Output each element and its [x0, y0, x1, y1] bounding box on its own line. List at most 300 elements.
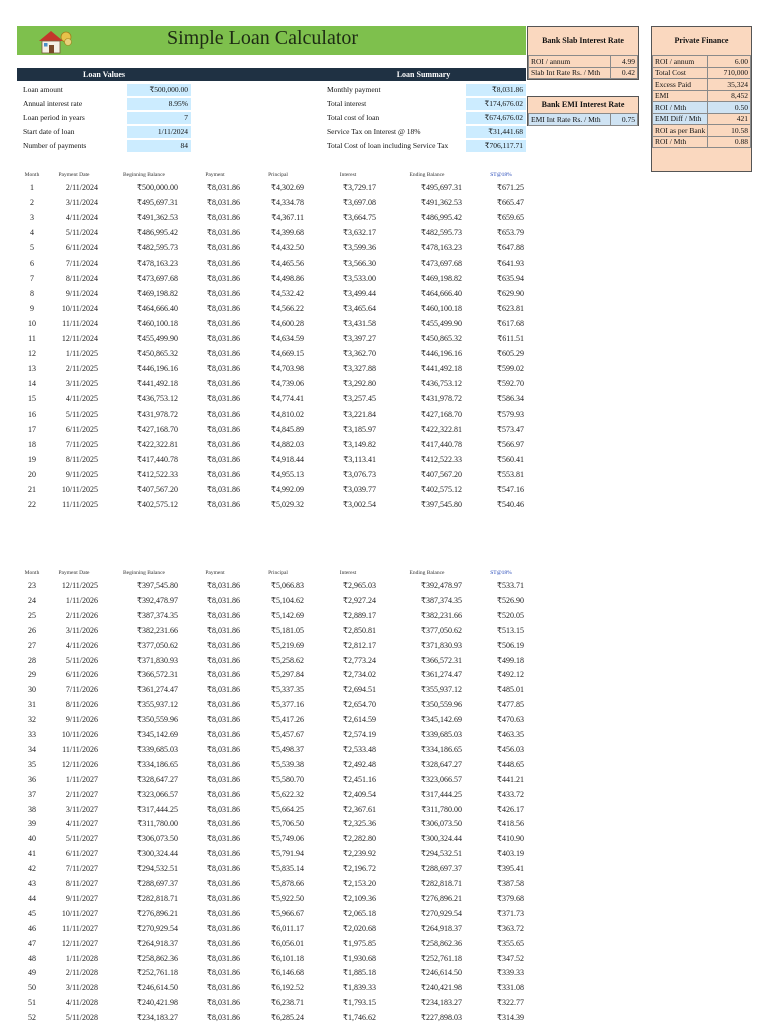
cell-interest: ₹3,039.77 — [342, 485, 376, 494]
cell-label[interactable]: Excess Paid — [653, 79, 708, 91]
cell-beginning-balance: ₹412,522.33 — [136, 469, 178, 479]
cell-payment: ₹8,031.86 — [206, 424, 240, 434]
cell-ending-balance: ₹377,050.62 — [420, 625, 462, 635]
cell-interest: ₹2,654.70 — [342, 700, 376, 710]
cell-payment: ₹8,031.86 — [206, 923, 240, 933]
cell-month: 32 — [28, 715, 36, 725]
cell-service-tax: ₹463.35 — [496, 730, 524, 739]
cell-beginning-balance: ₹270,929.54 — [136, 923, 178, 933]
cell-principal: ₹5,878.66 — [270, 879, 304, 888]
cell-payment: ₹8,031.86 — [206, 849, 240, 859]
column-header-service-tax: ST@18% — [490, 570, 512, 576]
amortization-schedule-part2 — [0, 570, 540, 1023]
cell-interest: ₹3,002.54 — [342, 500, 376, 510]
cell-month: 3 — [30, 213, 34, 223]
cell-payment-date: 11/11/2027 — [62, 923, 98, 933]
start-date-value[interactable]: 1/11/2024 — [127, 126, 191, 138]
cell-label[interactable]: EMI — [653, 90, 708, 102]
cell-interest: ₹3,431.58 — [342, 318, 376, 328]
cell-payment-date: 2/11/2027 — [65, 789, 98, 799]
cell-beginning-balance: ₹345,142.69 — [136, 730, 178, 739]
table-row — [529, 114, 638, 126]
cell-beginning-balance: ₹377,050.62 — [136, 640, 178, 650]
cell-value[interactable]: 10.58 — [708, 125, 751, 137]
interest-rate-value[interactable]: 8.95% — [127, 98, 191, 110]
cell-beginning-balance: ₹288,697.37 — [136, 879, 178, 888]
cell-label[interactable]: Total Cost — [653, 67, 708, 79]
cell-ending-balance: ₹417,440.78 — [420, 439, 462, 449]
cell-beginning-balance: ₹240,421.98 — [136, 998, 178, 1008]
cell-principal: ₹5,258.62 — [270, 655, 304, 665]
interest-rate-label: Annual interest rate — [23, 99, 83, 108]
cell-principal: ₹4,810.02 — [270, 409, 304, 419]
cell-payment-date: 7/11/2026 — [65, 685, 98, 695]
cell-service-tax: ₹418.56 — [496, 819, 524, 829]
cell-label[interactable]: ROI / Mth — [653, 102, 708, 114]
cell-principal: ₹5,377.16 — [270, 700, 304, 710]
cell-service-tax: ₹506.19 — [496, 640, 524, 650]
bank-slab-panel — [527, 26, 639, 80]
cell-label[interactable]: EMI Int Rate Rs. / Mth — [529, 114, 611, 126]
cell-ending-balance: ₹264,918.37 — [420, 923, 462, 933]
cell-ending-balance: ₹258,862.36 — [420, 938, 462, 948]
cell-month: 39 — [28, 819, 36, 829]
cell-principal: ₹5,706.50 — [270, 819, 304, 829]
cell-beginning-balance: ₹323,066.57 — [136, 789, 178, 799]
column-header-service-tax: ST@18% — [490, 172, 512, 178]
cell-label[interactable]: ROI as per Bank — [653, 125, 708, 137]
cell-interest: ₹3,397.27 — [342, 334, 376, 343]
cell-interest: ₹3,113.41 — [343, 454, 376, 464]
bank-emi-table — [528, 113, 638, 126]
cell-service-tax: ₹586.34 — [496, 394, 524, 404]
total-cost-label: Total cost of loan — [327, 113, 380, 122]
cell-month: 37 — [28, 789, 36, 799]
cell-month: 49 — [28, 968, 36, 978]
cell-service-tax: ₹653.79 — [496, 228, 524, 238]
cell-ending-balance: ₹495,697.31 — [420, 183, 462, 192]
cell-service-tax: ₹355.65 — [496, 938, 524, 948]
cell-month: 18 — [28, 439, 36, 449]
cell-beginning-balance: ₹422,322.81 — [136, 439, 178, 449]
cell-month: 4 — [30, 228, 34, 238]
private-finance-panel — [651, 26, 752, 172]
cell-month: 19 — [28, 454, 36, 464]
cell-payment: ₹8,031.86 — [206, 454, 240, 464]
cell-service-tax: ₹499.18 — [496, 655, 524, 665]
cell-service-tax: ₹540.46 — [496, 500, 524, 510]
cell-beginning-balance: ₹361,274.47 — [136, 685, 178, 695]
cell-principal: ₹5,966.67 — [270, 908, 304, 918]
cell-beginning-balance: ₹486,995.42 — [136, 228, 178, 238]
cell-payment: ₹8,031.86 — [206, 834, 240, 844]
title-bar — [17, 26, 526, 55]
cell-ending-balance: ₹422,322.81 — [420, 424, 462, 434]
cell-service-tax: ₹566.97 — [496, 439, 524, 449]
cell-ending-balance: ₹436,753.12 — [420, 379, 462, 389]
bank-emi-header: Bank EMI Interest Rate — [541, 100, 625, 109]
cell-interest: ₹2,614.59 — [342, 715, 376, 725]
cell-payment-date: 7/11/2027 — [65, 864, 98, 874]
total-with-tax-value: ₹706,117.71 — [466, 140, 526, 152]
cell-month: 26 — [28, 625, 36, 635]
cell-interest: ₹2,812.17 — [342, 640, 376, 650]
cell-beginning-balance: ₹387,374.35 — [136, 610, 178, 620]
cell-payment: ₹8,031.86 — [206, 759, 240, 769]
cell-principal: ₹6,101.18 — [270, 953, 304, 963]
cell-payment-date: 3/11/2027 — [65, 804, 98, 814]
cell-principal: ₹4,774.41 — [270, 394, 304, 404]
cell-payment: ₹8,031.86 — [206, 469, 240, 479]
cell-payment-date: 10/11/2027 — [61, 908, 98, 918]
cell-beginning-balance: ₹491,362.53 — [136, 213, 178, 223]
cell-payment-date: 6/11/2027 — [65, 849, 98, 859]
cell-payment-date: 7/11/2024 — [65, 258, 98, 268]
cell-ending-balance: ₹227,898.03 — [420, 1013, 462, 1023]
cell-ending-balance: ₹482,595.73 — [420, 228, 462, 238]
cell-principal: ₹5,029.32 — [270, 500, 304, 510]
bank-slab-header: Bank Slab Interest Rate — [542, 36, 624, 45]
cell-beginning-balance: ₹450,865.32 — [136, 349, 178, 359]
cell-principal: ₹6,238.71 — [270, 998, 304, 1008]
cell-payment: ₹8,031.86 — [206, 864, 240, 874]
cell-principal: ₹5,181.05 — [270, 625, 304, 635]
cell-payment-date: 12/11/2027 — [61, 938, 98, 948]
cell-month: 20 — [28, 469, 36, 479]
cell-service-tax: ₹611.51 — [497, 334, 524, 343]
cell-label[interactable]: ROI / annum — [653, 56, 708, 68]
cell-interest: ₹2,020.68 — [342, 923, 376, 933]
cell-value[interactable]: 4.99 — [611, 56, 638, 68]
cell-payment: ₹8,031.86 — [206, 715, 240, 725]
table-row — [653, 90, 751, 102]
cell-service-tax: ₹526.90 — [496, 595, 524, 605]
cell-interest: ₹2,451.16 — [342, 774, 376, 784]
cell-payment: ₹8,031.86 — [206, 318, 240, 328]
cell-ending-balance: ₹382,231.66 — [420, 610, 462, 620]
column-header-beginning-balance: Beginning Balance — [122, 172, 165, 178]
service-tax-value: ₹31,441.68 — [466, 126, 526, 138]
column-header-principal: Principal — [268, 172, 288, 178]
cell-payment: ₹8,031.86 — [206, 625, 240, 635]
cell-payment: ₹8,031.86 — [206, 730, 240, 739]
cell-principal: ₹6,192.52 — [270, 983, 304, 993]
private-finance-table — [652, 55, 751, 148]
cell-interest: ₹3,362.70 — [342, 349, 376, 359]
loan-summary-header-left — [191, 68, 321, 81]
cell-payment-date: 9/11/2026 — [65, 715, 98, 725]
cell-payment-date: 1/11/2028 — [65, 953, 98, 963]
table-row — [653, 67, 751, 79]
cell-ending-balance: ₹350,559.96 — [420, 700, 462, 710]
cell-payment-date: 6/11/2025 — [65, 424, 98, 434]
cell-interest: ₹2,927.24 — [342, 595, 376, 605]
cell-interest: ₹2,239.92 — [342, 849, 376, 859]
cell-value[interactable]: 0.75 — [611, 114, 638, 126]
cell-service-tax: ₹363.72 — [496, 923, 524, 933]
cell-principal: ₹4,399.68 — [270, 228, 304, 238]
cell-month: 31 — [28, 700, 36, 710]
cell-value[interactable]: 0.88 — [708, 136, 751, 148]
cell-payment-date: 8/11/2024 — [65, 273, 98, 283]
cell-interest: ₹2,965.03 — [342, 581, 376, 590]
cell-payment-date: 1/11/2027 — [65, 774, 98, 784]
table-row — [529, 56, 638, 68]
cell-principal: ₹4,334.78 — [270, 198, 304, 208]
cell-month: 7 — [30, 273, 34, 283]
loan-summary-table — [321, 84, 526, 156]
cell-beginning-balance: ₹350,559.96 — [136, 715, 178, 725]
cell-beginning-balance: ₹355,937.12 — [136, 700, 178, 710]
cell-ending-balance: ₹328,647.27 — [420, 759, 462, 769]
cell-ending-balance: ₹469,198.82 — [420, 273, 462, 283]
cell-service-tax: ₹629.90 — [496, 288, 524, 298]
cell-month: 36 — [28, 774, 36, 784]
cell-payment-date: 3/11/2024 — [65, 198, 98, 208]
table-row — [653, 136, 751, 148]
table-row — [653, 102, 751, 114]
cell-month: 33 — [28, 730, 36, 739]
cell-payment: ₹8,031.86 — [206, 409, 240, 419]
column-header-month: Month — [24, 570, 40, 576]
cell-ending-balance: ₹345,142.69 — [420, 715, 462, 725]
cell-service-tax: ₹410.90 — [496, 834, 524, 844]
cell-service-tax: ₹387.58 — [496, 879, 524, 888]
cell-beginning-balance: ₹407,567.20 — [136, 485, 178, 494]
cell-label[interactable]: ROI / Mth — [653, 136, 708, 148]
column-header-payment-date: Payment Date — [58, 172, 90, 178]
cell-payment: ₹8,031.86 — [206, 968, 240, 978]
cell-payment-date: 2/11/2025 — [65, 364, 98, 374]
column-header-ending-balance: Ending Balance — [409, 172, 445, 178]
loan-amount-value[interactable]: ₹500,000.00 — [127, 84, 191, 96]
cell-beginning-balance: ₹427,168.70 — [136, 424, 178, 434]
cell-month: 41 — [28, 849, 36, 859]
cell-label[interactable]: ROI / annum — [529, 56, 611, 68]
cell-month: 50 — [28, 983, 36, 993]
cell-interest: ₹3,632.17 — [342, 228, 376, 238]
column-header-interest: Interest — [339, 172, 357, 178]
num-payments-label: Number of payments — [23, 141, 87, 150]
cell-ending-balance: ₹402,575.12 — [420, 485, 462, 494]
cell-principal: ₹4,955.13 — [270, 469, 304, 479]
cell-payment-date: 5/11/2025 — [65, 409, 98, 419]
cell-service-tax: ₹339.33 — [496, 968, 524, 978]
cell-ending-balance: ₹294,532.51 — [420, 849, 462, 859]
cell-principal: ₹4,498.86 — [270, 273, 304, 283]
cell-interest: ₹2,065.18 — [342, 908, 376, 918]
cell-service-tax: ₹520.05 — [496, 610, 524, 620]
cell-beginning-balance: ₹311,780.00 — [137, 819, 178, 829]
bank-emi-panel — [527, 96, 639, 126]
cell-service-tax: ₹379.68 — [496, 893, 524, 903]
cell-beginning-balance: ₹469,198.82 — [136, 288, 178, 298]
cell-payment-date: 12/11/2025 — [61, 581, 98, 590]
cell-month: 8 — [30, 288, 34, 298]
cell-payment: ₹8,031.86 — [206, 685, 240, 695]
cell-month: 5 — [30, 243, 34, 253]
cell-beginning-balance: ₹446,196.16 — [136, 364, 178, 374]
cell-principal: ₹5,791.94 — [270, 849, 304, 859]
cell-ending-balance: ₹288,697.37 — [420, 864, 462, 874]
cell-payment-date: 8/11/2026 — [65, 700, 98, 710]
cell-interest: ₹3,076.73 — [342, 469, 376, 479]
cell-payment-date: 5/11/2027 — [65, 834, 98, 844]
cell-service-tax: ₹441.21 — [496, 774, 524, 784]
cell-payment-date: 2/11/2026 — [65, 610, 98, 620]
cell-month: 12 — [28, 349, 36, 359]
cell-month: 34 — [28, 744, 36, 754]
cell-principal: ₹5,835.14 — [270, 864, 304, 874]
cell-beginning-balance: ₹482,595.73 — [136, 243, 178, 253]
table-row — [653, 125, 751, 137]
cell-principal: ₹4,845.89 — [270, 424, 304, 434]
cell-payment-date: 12/11/2024 — [61, 334, 98, 343]
cell-month: 40 — [28, 834, 36, 844]
cell-service-tax: ₹395.41 — [496, 864, 524, 874]
cell-month: 24 — [28, 595, 36, 605]
cell-month: 17 — [28, 424, 36, 434]
cell-beginning-balance: ₹264,918.37 — [136, 938, 178, 948]
cell-value[interactable]: 8,452 — [708, 90, 751, 102]
cell-label[interactable]: EMI Diff / Mth — [653, 113, 708, 125]
cell-beginning-balance: ₹397,545.80 — [136, 581, 178, 590]
cell-principal: ₹4,367.11 — [271, 213, 304, 223]
cell-month: 38 — [28, 804, 36, 814]
column-header-principal: Principal — [268, 570, 288, 576]
cell-value[interactable]: 0.42 — [611, 67, 638, 79]
cell-payment: ₹8,031.86 — [206, 334, 240, 343]
cell-principal: ₹4,634.59 — [270, 334, 304, 343]
cell-payment-date: 8/11/2025 — [65, 454, 98, 464]
cell-service-tax: ₹599.02 — [496, 364, 524, 374]
cell-month: 16 — [28, 409, 36, 419]
cell-beginning-balance: ₹402,575.12 — [136, 500, 178, 510]
cell-service-tax: ₹547.16 — [496, 485, 524, 494]
cell-service-tax: ₹314.39 — [496, 1013, 524, 1023]
total-with-tax-label: Total Cost of loan including Service Tax — [327, 141, 449, 150]
cell-payment: ₹8,031.86 — [206, 439, 240, 449]
cell-payment-date: 3/11/2025 — [65, 379, 98, 389]
cell-interest: ₹3,499.44 — [342, 288, 376, 298]
cell-interest: ₹3,697.08 — [342, 198, 376, 208]
cell-payment: ₹8,031.86 — [206, 228, 240, 238]
cell-principal: ₹4,918.44 — [270, 454, 304, 464]
cell-beginning-balance: ₹473,697.68 — [136, 273, 178, 283]
cell-beginning-balance: ₹328,647.27 — [136, 774, 178, 784]
cell-ending-balance: ₹246,614.50 — [420, 968, 462, 978]
cell-ending-balance: ₹276,896.21 — [420, 893, 462, 903]
cell-month: 13 — [28, 364, 36, 374]
cell-interest: ₹2,367.61 — [342, 804, 376, 814]
cell-service-tax: ₹477.85 — [496, 700, 524, 710]
cell-ending-balance: ₹464,666.40 — [420, 288, 462, 298]
cell-principal: ₹5,337.35 — [270, 685, 304, 695]
cell-service-tax: ₹433.72 — [496, 789, 524, 799]
cell-payment-date: 9/11/2025 — [65, 469, 98, 479]
loan-period-value[interactable]: 7 — [127, 112, 191, 124]
cell-interest: ₹3,599.36 — [342, 243, 376, 253]
cell-payment: ₹8,031.86 — [206, 774, 240, 784]
cell-ending-balance: ₹392,478.97 — [420, 581, 462, 590]
cell-ending-balance: ₹397,545.80 — [420, 500, 462, 510]
cell-month: 1 — [30, 183, 34, 192]
cell-beginning-balance: ₹252,761.18 — [136, 968, 178, 978]
cell-month: 25 — [28, 610, 36, 620]
cell-payment-date: 11/11/2024 — [62, 318, 98, 328]
cell-service-tax: ₹322.77 — [496, 998, 524, 1008]
cell-interest: ₹2,153.20 — [342, 879, 376, 888]
cell-principal: ₹5,539.38 — [270, 759, 304, 769]
cell-value[interactable]: 35,324 — [708, 79, 751, 91]
private-finance-header: Private Finance — [674, 36, 729, 45]
cell-payment-date: 1/11/2026 — [65, 595, 98, 605]
cell-beginning-balance: ₹306,073.50 — [136, 834, 178, 844]
cell-month: 43 — [28, 879, 36, 888]
cell-ending-balance: ₹334,186.65 — [420, 744, 462, 754]
cell-value[interactable]: 421 — [708, 113, 751, 125]
cell-interest: ₹3,292.80 — [342, 379, 376, 389]
cell-value[interactable]: 0.50 — [708, 102, 751, 114]
cell-value[interactable]: 710,000 — [708, 67, 751, 79]
cell-payment: ₹8,031.86 — [206, 953, 240, 963]
cell-beginning-balance: ₹234,183.27 — [136, 1013, 178, 1023]
cell-payment-date: 4/11/2028 — [65, 998, 98, 1008]
cell-principal: ₹5,457.67 — [270, 730, 304, 739]
cell-service-tax: ₹641.93 — [496, 258, 524, 268]
cell-ending-balance: ₹317,444.25 — [420, 789, 462, 799]
column-header-beginning-balance: Beginning Balance — [122, 570, 165, 576]
cell-principal: ₹4,302.69 — [270, 183, 304, 192]
cell-payment: ₹8,031.86 — [206, 700, 240, 710]
cell-month: 46 — [28, 923, 36, 933]
cell-ending-balance: ₹240,421.98 — [420, 983, 462, 993]
cell-beginning-balance: ₹436,753.12 — [136, 394, 178, 404]
cell-interest: ₹3,465.64 — [342, 303, 376, 313]
cell-label[interactable]: Slab Int Rate Rs. / Mth — [529, 67, 611, 79]
cell-month: 11 — [28, 334, 36, 343]
cell-payment: ₹8,031.86 — [206, 908, 240, 918]
cell-month: 2 — [30, 198, 34, 208]
cell-service-tax: ₹456.03 — [496, 744, 524, 754]
cell-payment: ₹8,031.86 — [206, 879, 240, 888]
cell-principal: ₹6,056.01 — [270, 938, 304, 948]
cell-payment: ₹8,031.86 — [206, 288, 240, 298]
cell-payment: ₹8,031.86 — [206, 394, 240, 404]
cell-beginning-balance: ₹500,000.00 — [136, 183, 178, 192]
cell-beginning-balance: ₹294,532.51 — [136, 864, 178, 874]
cell-interest: ₹1,930.68 — [342, 953, 376, 963]
cell-principal: ₹4,566.22 — [270, 303, 304, 313]
cell-ending-balance: ₹478,163.23 — [420, 243, 462, 253]
cell-principal: ₹5,580.70 — [270, 774, 304, 784]
cell-interest: ₹1,975.85 — [342, 938, 376, 948]
cell-month: 14 — [28, 379, 36, 389]
cell-principal: ₹4,532.42 — [270, 288, 304, 298]
cell-value[interactable]: 6.00 — [708, 56, 751, 68]
cell-payment-date: 10/11/2025 — [61, 485, 98, 494]
cell-ending-balance: ₹431,978.72 — [420, 394, 462, 404]
cell-beginning-balance: ₹317,444.25 — [136, 804, 178, 814]
cell-interest: ₹3,566.30 — [342, 258, 376, 268]
cell-interest: ₹2,889.17 — [342, 610, 376, 620]
cell-service-tax: ₹448.65 — [496, 759, 524, 769]
cell-payment: ₹8,031.86 — [206, 819, 240, 829]
cell-month: 28 — [28, 655, 36, 665]
cell-payment: ₹8,031.86 — [206, 303, 240, 313]
cell-payment: ₹8,031.86 — [206, 379, 240, 389]
cell-principal: ₹4,739.06 — [270, 379, 304, 389]
